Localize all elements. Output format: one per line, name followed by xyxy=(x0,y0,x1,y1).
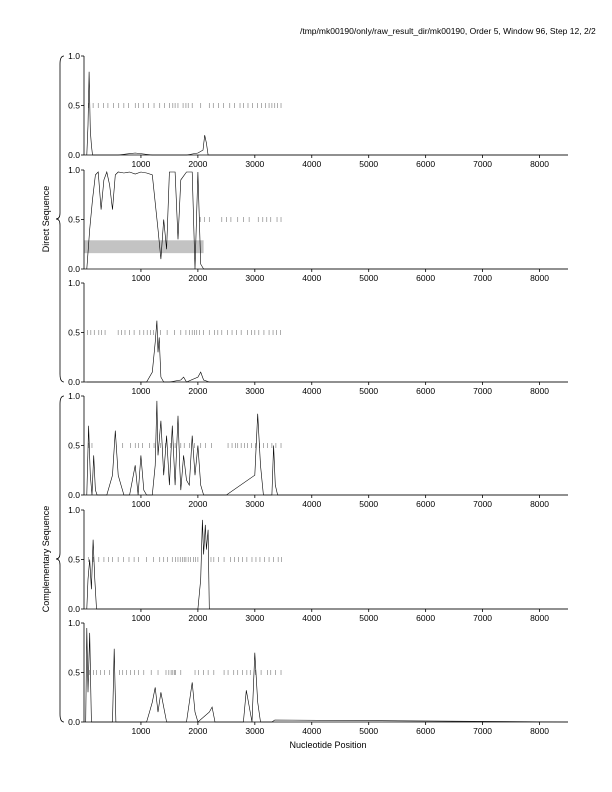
x-tick-label: 1000 xyxy=(131,613,151,623)
y-tick-label: 0.0 xyxy=(68,490,80,500)
x-tick-label: 6000 xyxy=(416,386,436,396)
group-brace xyxy=(56,396,64,722)
y-tick-label: 0.5 xyxy=(68,100,80,111)
x-tick-label: 8000 xyxy=(530,613,549,623)
y-tick-label: 1.0 xyxy=(68,165,80,175)
file-caption: /tmp/mk00190/only/raw_result_dir/mk00190, Order 5, Window 96, Step 12, 2/2 xyxy=(300,26,596,36)
series-line xyxy=(87,401,568,495)
x-tick-label: 1000 xyxy=(131,159,151,169)
x-tick-label: 3000 xyxy=(245,273,265,283)
x-tick-label: 4000 xyxy=(302,726,322,736)
x-tick-label: 4000 xyxy=(302,613,322,623)
y-tick-label: 0.0 xyxy=(68,150,80,160)
series-line xyxy=(87,520,568,609)
x-tick-label: 6000 xyxy=(416,613,436,623)
x-tick-label: 3000 xyxy=(245,386,265,396)
y-tick-label: 1.0 xyxy=(68,278,80,288)
x-tick-label: 6000 xyxy=(416,273,436,283)
y-tick-label: 0.5 xyxy=(68,667,80,678)
x-tick-label: 7000 xyxy=(473,273,493,283)
y-tick-label: 1.0 xyxy=(68,391,80,401)
x-tick-label: 1000 xyxy=(131,499,151,509)
highlight-band xyxy=(84,240,204,253)
x-tick-label: 8000 xyxy=(530,386,549,396)
x-tick-label: 1000 xyxy=(131,726,151,736)
x-tick-label: 3000 xyxy=(245,499,265,509)
y-tick-label: 0.5 xyxy=(68,440,80,451)
y-tick-label: 0.5 xyxy=(68,214,80,225)
x-tick-label: 5000 xyxy=(359,273,379,283)
x-tick-label: 5000 xyxy=(359,726,379,736)
x-tick-label: 4000 xyxy=(302,386,322,396)
x-tick-label: 1000 xyxy=(131,386,151,396)
y-tick-label: 0.0 xyxy=(68,717,80,727)
x-tick-label: 3000 xyxy=(245,726,265,736)
x-axis-title: Nucleotide Position xyxy=(289,740,367,750)
x-tick-label: 3000 xyxy=(245,613,265,623)
x-tick-label: 2000 xyxy=(188,386,208,396)
x-tick-label: 7000 xyxy=(473,726,493,736)
y-tick-label: 1.0 xyxy=(68,505,80,515)
group-label: Complementary Sequence xyxy=(41,505,51,613)
x-tick-label: 5000 xyxy=(359,386,379,396)
group-label: Direct Sequence xyxy=(41,185,51,253)
x-tick-label: 5000 xyxy=(359,499,379,509)
group-brace xyxy=(56,56,64,382)
x-tick-label: 7000 xyxy=(473,159,493,169)
x-tick-label: 7000 xyxy=(473,613,493,623)
series-line xyxy=(87,172,568,269)
series-line xyxy=(87,72,568,155)
x-tick-label: 8000 xyxy=(530,499,549,509)
x-tick-label: 8000 xyxy=(530,159,549,169)
y-tick-label: 0.0 xyxy=(68,264,80,274)
x-tick-label: 2000 xyxy=(188,159,208,169)
y-tick-label: 0.5 xyxy=(68,327,80,338)
y-tick-label: 0.5 xyxy=(68,554,80,565)
x-tick-label: 2000 xyxy=(188,613,208,623)
x-tick-label: 8000 xyxy=(530,726,549,736)
series-line xyxy=(87,321,568,382)
y-tick-label: 1.0 xyxy=(68,618,80,628)
x-tick-label: 1000 xyxy=(131,273,151,283)
x-tick-label: 5000 xyxy=(359,613,379,623)
x-tick-label: 2000 xyxy=(188,726,208,736)
x-tick-label: 2000 xyxy=(188,273,208,283)
x-tick-label: 7000 xyxy=(473,386,493,396)
x-tick-label: 5000 xyxy=(359,159,379,169)
y-tick-label: 1.0 xyxy=(68,51,80,61)
y-tick-label: 0.0 xyxy=(68,604,80,614)
x-tick-label: 4000 xyxy=(302,499,322,509)
x-tick-label: 6000 xyxy=(416,159,436,169)
x-tick-label: 4000 xyxy=(302,273,322,283)
x-tick-label: 4000 xyxy=(302,159,322,169)
x-tick-label: 8000 xyxy=(530,273,549,283)
x-tick-label: 2000 xyxy=(188,499,208,509)
x-tick-label: 6000 xyxy=(416,726,436,736)
x-tick-label: 6000 xyxy=(416,499,436,509)
x-tick-label: 7000 xyxy=(473,499,493,509)
x-tick-label: 3000 xyxy=(245,159,265,169)
y-tick-label: 0.0 xyxy=(68,377,80,387)
